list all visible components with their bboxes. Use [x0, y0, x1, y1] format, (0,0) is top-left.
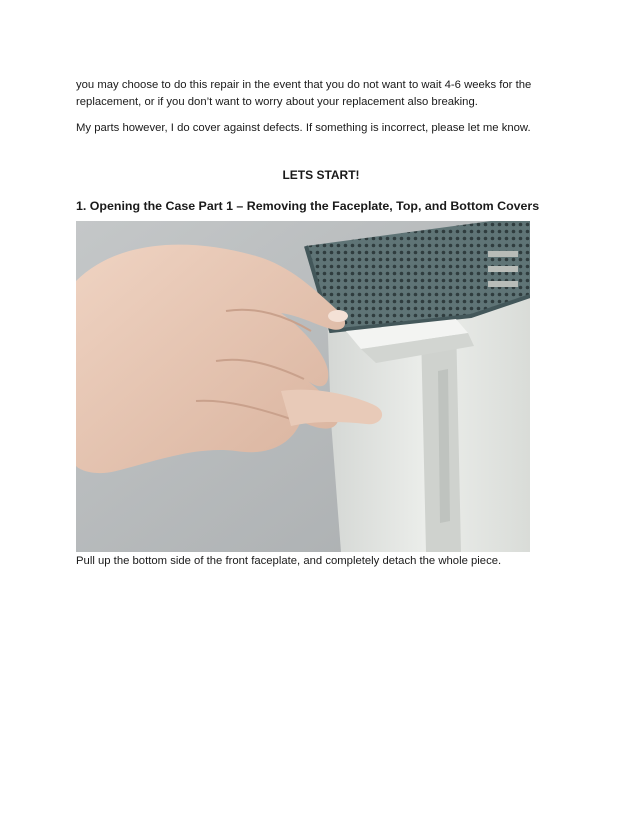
section-1-caption: Pull up the bottom side of the front faceplate, and completely detach the whole piece.: [76, 555, 502, 567]
faceplate-removal-photo: [76, 221, 530, 552]
intro-paragraph-1: you may choose to do this repair in the event that you do not want to wait 4-6 weeks for the replacement, or if you don’t want to worry about your replacement also breaking.: [76, 79, 532, 108]
intro-paragraph-2: My parts however, I do cover against defects. If something is incorrect, please let me know.: [76, 122, 531, 134]
section-1-title: 1. Opening the Case Part 1 – Removing the Faceplate, Top, and Bottom Covers: [76, 199, 540, 213]
lets-start-heading: LETS START!: [282, 168, 360, 182]
